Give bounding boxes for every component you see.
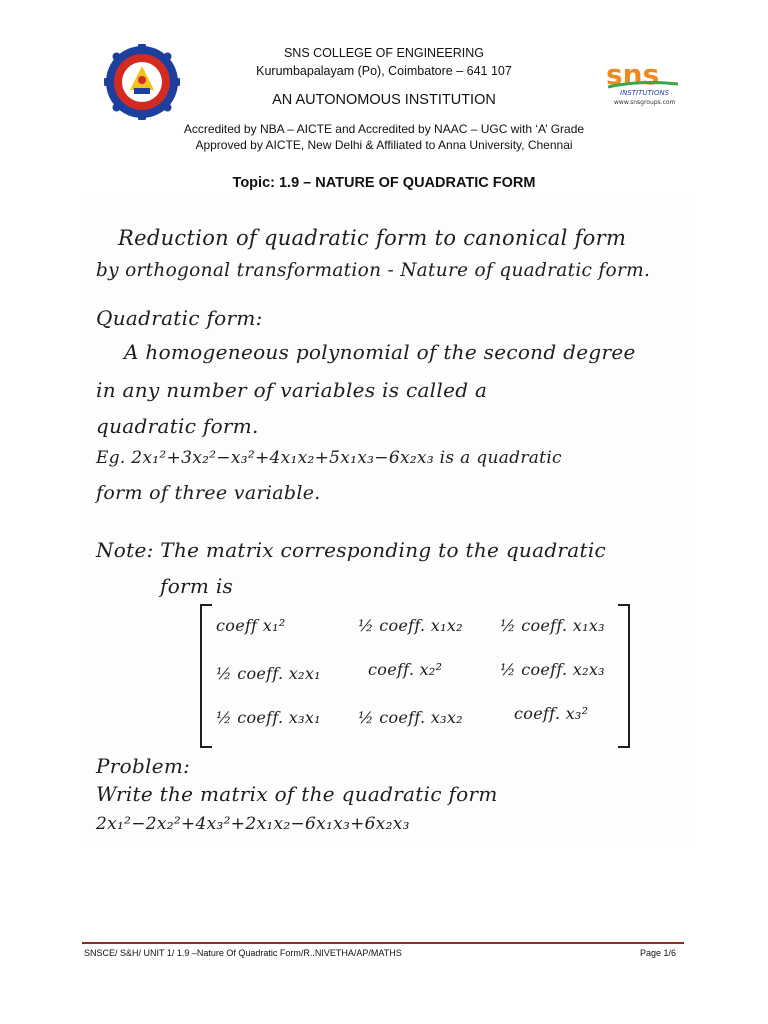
definition-line-1: A homogeneous polynomial of the second degree [124,340,636,364]
matrix-cell: ½ coeff. x₃x₁ [216,708,321,727]
notes-line-1: Reduction of quadratic form to canonical form [118,226,627,250]
matrix-cell: ½ coeff. x₂x₃ [500,660,605,679]
definition-line-2: in any number of variables is called a [96,378,488,402]
sns-institutions-logo [600,54,686,106]
problem-line-1: Write the matrix of the quadratic form [96,782,498,806]
matrix-cell: ½ coeff. x₁x₂ [358,616,463,635]
college-seal-logo [104,44,180,120]
college-address: Kurumbapalayam (Po), Coimbatore – 641 107 [256,64,512,78]
sns-logo-text: sns [606,58,660,91]
notes-line-2: by orthogonal transformation - Nature of quadratic form. [96,260,651,281]
sns-logo-subtitle: INSTITUTIONS [620,89,670,97]
handwritten-notes [82,198,690,848]
matrix-cell: ½ coeff. x₂x₁ [216,664,321,683]
note-line-2: form is [160,574,234,598]
college-name: SNS COLLEGE OF ENGINEERING [283,46,485,60]
matrix-cell: ½ coeff. x₁x₃ [500,616,605,635]
problem-line-2: 2x₁²−2x₂²+4x₃²+2x₁x₂−6x₁x₃+6x₂x₃ [96,814,410,834]
definition-line-3: quadratic form. [96,414,259,438]
problem-heading: Problem: [96,754,191,778]
matrix-cell: coeff x₁² [216,616,286,635]
quadratic-form-heading: Quadratic form: [96,306,263,330]
page-header [0,0,768,200]
matrix-cell: ½ coeff. x₃x₂ [358,708,463,727]
matrix-right-bracket [618,604,630,748]
matrix-left-bracket [200,604,212,748]
autonomous-status: AN AUTONOMOUS INSTITUTION [272,92,496,108]
note-line-1: Note: The matrix corresponding to the quadratic [96,538,607,562]
example-line-2: form of three variable. [96,482,321,504]
matrix-cell: coeff. x₃² [514,704,589,723]
topic-title: Topic: 1.9 – NATURE OF QUADRATIC FORM [232,175,536,191]
footer-page-number: Page 1/6 [640,948,677,958]
footer-rule [82,942,684,944]
matrix-cell: coeff. x₂² [368,660,443,679]
accreditation-line: Accredited by NBA – AICTE and Accredited by NAAC – UGC with ‘A’ Grade [183,122,585,136]
approval-line: Approved by AICTE, New Delhi & Affiliated to Anna University, Chennai [195,138,573,152]
example-line-1: Eg. 2x₁²+3x₂²−x₃²+4x₁x₂+5x₁x₃−6x₂x₃ is a quadratic [96,448,562,468]
sns-logo-url: www.snsgroups.com [614,99,676,106]
footer-course-info: SNSCE/ S&H/ UNIT 1/ 1.9 –Nature Of Quadratic Form/R..NIVETHA/AP/MATHS [84,948,402,958]
coefficient-matrix [200,604,630,744]
